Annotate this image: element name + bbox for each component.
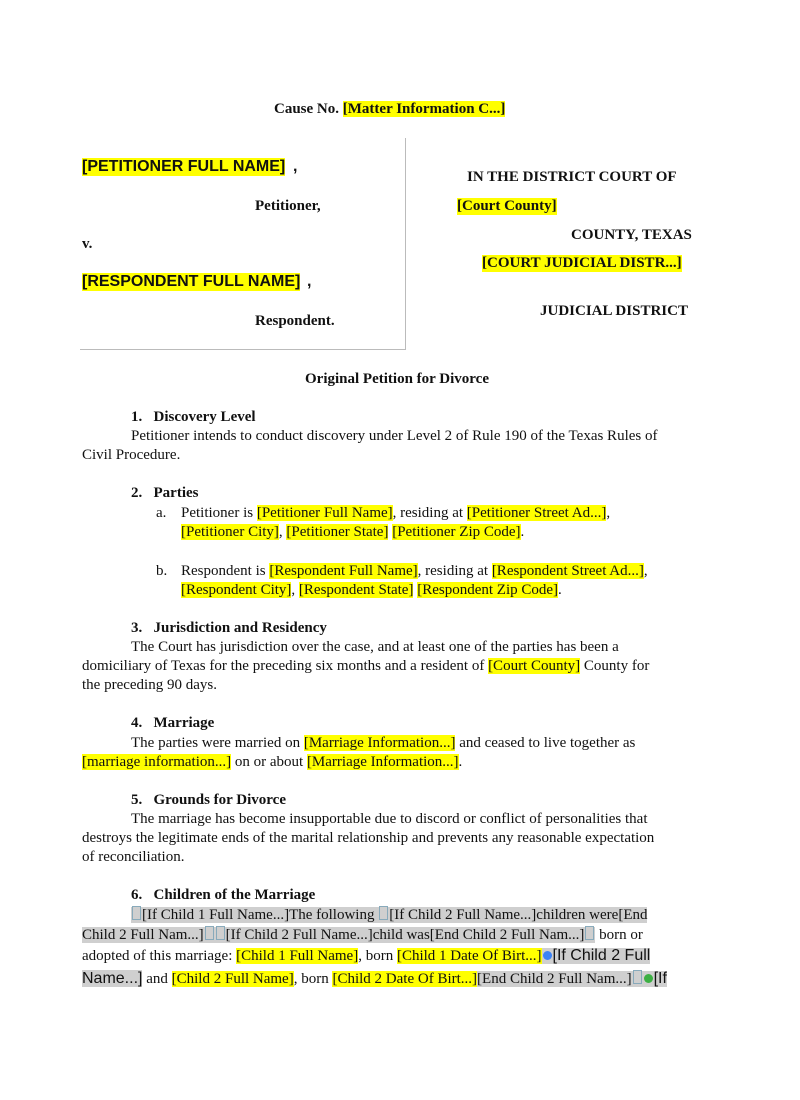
respondent-city-field[interactable]: [Respondent City] (181, 582, 292, 598)
section-1-line-2: Civil Procedure. (82, 447, 181, 463)
separation-date-field[interactable]: [Marriage Information...] (306, 754, 459, 770)
court-of-label: IN THE DISTRICT COURT OF (467, 169, 677, 185)
respondent-street-field[interactable]: [Respondent Street Ad...] (491, 563, 644, 579)
county-texas-label: COUNTY, TEXAS (571, 227, 692, 243)
field-marker-icon (216, 926, 225, 940)
field-marker-icon (633, 970, 642, 984)
section-5-line-2: destroys the legitimate ends of the marital relationship and prevents any reasonable expectation (82, 830, 655, 846)
section-1-line-1: Petitioner intends to conduct discovery under Level 2 of Rule 190 of the Texas Rules of (131, 428, 658, 444)
if-child2-name-tail[interactable]: Name...] (82, 970, 143, 987)
section-1-heading: 1. Discovery Level (131, 409, 256, 425)
respondent-comma: , (307, 273, 312, 290)
child2-dob-field[interactable]: [Child 2 Date Of Birt...] (332, 971, 478, 987)
child2-conditional-field[interactable]: [If Child 2 Full Name...]children were[End (378, 907, 647, 923)
document-title: Original Petition for Divorce (305, 371, 489, 387)
item-b-line-2: [Respondent City], [Respondent State] [Respondent Zip Code]. (181, 582, 562, 598)
blue-dot-icon (543, 951, 552, 960)
respondent-name-field[interactable]: [RESPONDENT FULL NAME] (82, 273, 301, 290)
section-6-line-1 (131, 906, 647, 924)
field-marker-icon (379, 906, 388, 920)
court-county-field[interactable]: [Court County] (457, 198, 557, 214)
cause-label: Cause No. (274, 101, 340, 117)
green-dot-icon (644, 974, 653, 983)
section-6-heading: 6. Children of the Marriage (131, 887, 316, 903)
respondent-zip-field[interactable]: [Respondent Zip Code] (417, 582, 559, 598)
section-6-line-2: Child 2 Full Nam...] [If Child 2 Full Name...]child was[End Child 2 Full Nam...] born or (82, 927, 643, 943)
section-5-line-3: of reconciliation. (82, 849, 185, 865)
section-4-line-1: The parties were married on [Marriage Information...] and ceased to live together as (131, 735, 636, 751)
item-a-marker: a. (156, 505, 167, 521)
child2-name-field[interactable]: [Child 2 Full Name] (171, 971, 294, 987)
section-5-line-1: The marriage has become insupportable due to discord or conflict of personalities that (131, 811, 648, 827)
respondent-full-name-field[interactable]: [Respondent Full Name] (269, 563, 418, 579)
marriage-date-field[interactable]: [Marriage Information...] (303, 735, 456, 751)
petitioner-name-field[interactable]: [PETITIONER FULL NAME] (82, 158, 286, 175)
if-child2-conditional-field[interactable]: [If Child 2 Full (542, 948, 651, 964)
section-5-heading: 5. Grounds for Divorce (131, 792, 287, 808)
item-b-marker: b. (156, 563, 168, 579)
child1-dob-field[interactable]: [Child 1 Date Of Birt...] (396, 948, 542, 964)
end-child2-name-field[interactable]: [End Child 2 Full Nam...] [If (477, 970, 667, 987)
separation-info-field[interactable]: [marriage information...] (82, 754, 232, 770)
caption-vertical-divider (405, 138, 406, 350)
petitioner-zip-field[interactable]: [Petitioner Zip Code] (392, 524, 521, 540)
field-marker-icon (205, 926, 214, 940)
versus-label: v. (82, 236, 93, 252)
section-6-line-3: adopted of this marriage: [Child 1 Full Name], born [Child 1 Date Of Birt...] [If Child 2 Full (82, 947, 651, 964)
section-4-heading: 4. Marriage (131, 715, 215, 731)
section-3-heading: 3. Jurisdiction and Residency (131, 620, 327, 636)
cause-number-line (274, 101, 505, 118)
caption-horizontal-divider (80, 349, 406, 350)
field-marker-icon (132, 906, 141, 920)
judicial-district-label: JUDICIAL DISTRICT (540, 303, 688, 319)
petitioner-street-field[interactable]: [Petitioner Street Ad...] (466, 505, 607, 521)
section-3-line-2: domiciliary of Texas for the preceding six months and a resident of [Court County] County for (82, 658, 650, 674)
petitioner-comma: , (293, 158, 298, 175)
petitioner-state-field[interactable]: [Petitioner State] (286, 524, 389, 540)
section-4-line-2: [marriage information...] on or about [Marriage Information...]. (82, 754, 463, 770)
judicial-district-field[interactable]: [COURT JUDICIAL DISTR...] (482, 255, 682, 271)
end-child2-field[interactable]: Child 2 Full Nam...] [If Child 2 Full Name...]child was[End Child 2 Full Nam...] (82, 927, 595, 943)
petitioner-label: Petitioner, (255, 198, 321, 214)
cause-field[interactable]: [Matter Information C...] (342, 101, 506, 117)
item-b-line-1: Respondent is [Respondent Full Name], residing at [Respondent Street Ad...], (181, 563, 648, 579)
section-3-line-1: The Court has jurisdiction over the case, and at least one of the parties has been a (131, 639, 619, 655)
section-3-line-3: the preceding 90 days. (82, 677, 217, 693)
item-a-line-2: [Petitioner City], [Petitioner State] [Petitioner Zip Code]. (181, 524, 525, 540)
respondent-label: Respondent. (255, 313, 335, 329)
child1-conditional-field[interactable]: [If Child 1 Full Name...]The following (131, 907, 378, 923)
respondent-state-field[interactable]: [Respondent State] (298, 582, 414, 598)
item-a-line-1: Petitioner is [Petitioner Full Name], residing at [Petitioner Street Ad...], (181, 505, 611, 521)
petitioner-full-name-field[interactable]: [Petitioner Full Name] (256, 505, 393, 521)
petitioner-city-field[interactable]: [Petitioner City] (181, 524, 279, 540)
child1-name-field[interactable]: [Child 1 Full Name] (236, 948, 359, 964)
court-county-inline-field[interactable]: [Court County] (488, 658, 581, 674)
field-marker-icon (585, 926, 594, 940)
section-2-heading: 2. Parties (131, 485, 199, 501)
section-6-line-4: Name...] and [Child 2 Full Name], born [Child 2 Date Of Birt...][End Child 2 Full Nam...] [If (82, 970, 667, 987)
